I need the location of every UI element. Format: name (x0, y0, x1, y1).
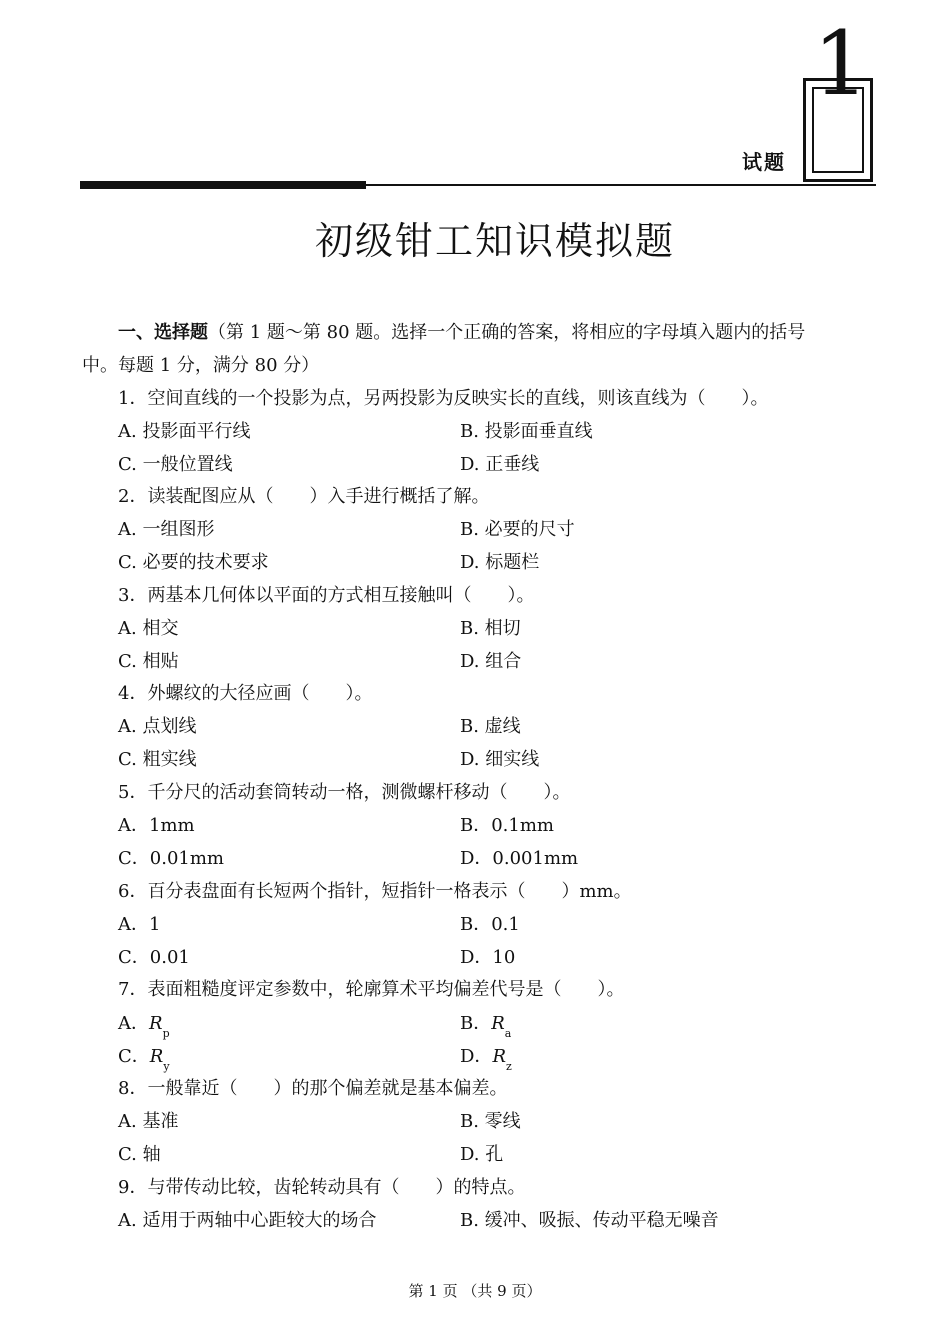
option-d: D. 组合 (460, 651, 522, 672)
header-rule-thick (80, 181, 366, 189)
option-b: B．$R_a$ (460, 1013, 512, 1040)
option-d: D. 细实线 (460, 749, 540, 770)
section-heading-label: 一、选择题 (118, 322, 208, 343)
option-a: A. 点划线 (118, 716, 197, 737)
option-b: B. 相切 (460, 618, 521, 639)
option-d: D. 孔 (460, 1144, 504, 1165)
option-a: A. 适用于两轴中心距较大的场合 (118, 1210, 377, 1231)
section-instructions-1: （第 1 题～第 80 题。选择一个正确的答案，将相应的字母填入题内的括号 (208, 322, 806, 343)
option-d: D．10 (460, 947, 516, 968)
option-a: A．1 (118, 914, 161, 935)
header-label: 试题 (742, 150, 786, 174)
option-b: B．0.1mm (460, 815, 554, 836)
question-stem: 8．一般靠近（ ）的那个偏差就是基本偏差。 (118, 1078, 508, 1099)
section-heading (118, 316, 805, 349)
question-stem: 1．空间直线的一个投影为点，另两投影为反映实长的直线，则该直线为（ ）。 (118, 388, 769, 409)
option-c: C．$R_y$ (118, 1046, 170, 1073)
option-d: D．0.001mm (460, 848, 579, 869)
option-a: A．1mm (118, 815, 195, 836)
option-a: A. 基准 (118, 1111, 179, 1132)
option-c: C. 相贴 (118, 651, 179, 672)
question-stem: 2．读装配图应从（ ）入手进行概括了解。 (118, 486, 490, 507)
question-stem: 9．与带传动比较，齿轮转动具有（ ）的特点。 (118, 1177, 526, 1198)
option-b: B. 必要的尺寸 (460, 519, 575, 540)
page-footer: 第 1 页 （共 9 页） (408, 1282, 542, 1300)
option-b: B. 虚线 (460, 716, 521, 737)
option-d: D. 标题栏 (460, 552, 540, 573)
option-a: A. 投影面平行线 (118, 421, 251, 442)
option-c: C. 一般位置线 (118, 454, 233, 475)
option-c: C．0.01mm (118, 848, 224, 869)
question-stem: 7．表面粗糙度评定参数中，轮廓算术平均偏差代号是（ ）。 (118, 979, 625, 1000)
question-stem: 6．百分表盘面有长短两个指针，短指针一格表示（ ）mm。 (118, 881, 632, 902)
option-b: B. 零线 (460, 1111, 521, 1132)
section-instructions-2: 中。每题 1 分，满分 80 分） (82, 355, 320, 376)
option-c: C. 粗实线 (118, 749, 197, 770)
option-d: D．$R_z$ (460, 1046, 512, 1073)
option-b: B. 投影面垂直线 (460, 421, 593, 442)
option-c: C. 轴 (118, 1144, 161, 1165)
question-stem: 5．千分尺的活动套筒转动一格，测微螺杆移动（ ）。 (118, 782, 571, 803)
option-c: C．0.01 (118, 947, 190, 968)
option-a: A．$R_p$ (118, 1013, 170, 1040)
option-c: C. 必要的技术要求 (118, 552, 269, 573)
option-b: B. 缓冲、吸振、传动平稳无噪音 (460, 1210, 719, 1231)
page-title: 初级钳工知识模拟题 (314, 219, 675, 263)
question-stem: 3．两基本几何体以平面的方式相互接触叫（ ）。 (118, 585, 535, 606)
option-a: A. 相交 (118, 618, 179, 639)
header-rule-thin (366, 184, 876, 186)
chapter-number: 1 (813, 12, 869, 115)
option-a: A. 一组图形 (118, 519, 215, 540)
question-stem: 4．外螺纹的大径应画（ ）。 (118, 683, 373, 704)
option-b: B．0.1 (460, 914, 520, 935)
option-d: D. 正垂线 (460, 454, 540, 475)
